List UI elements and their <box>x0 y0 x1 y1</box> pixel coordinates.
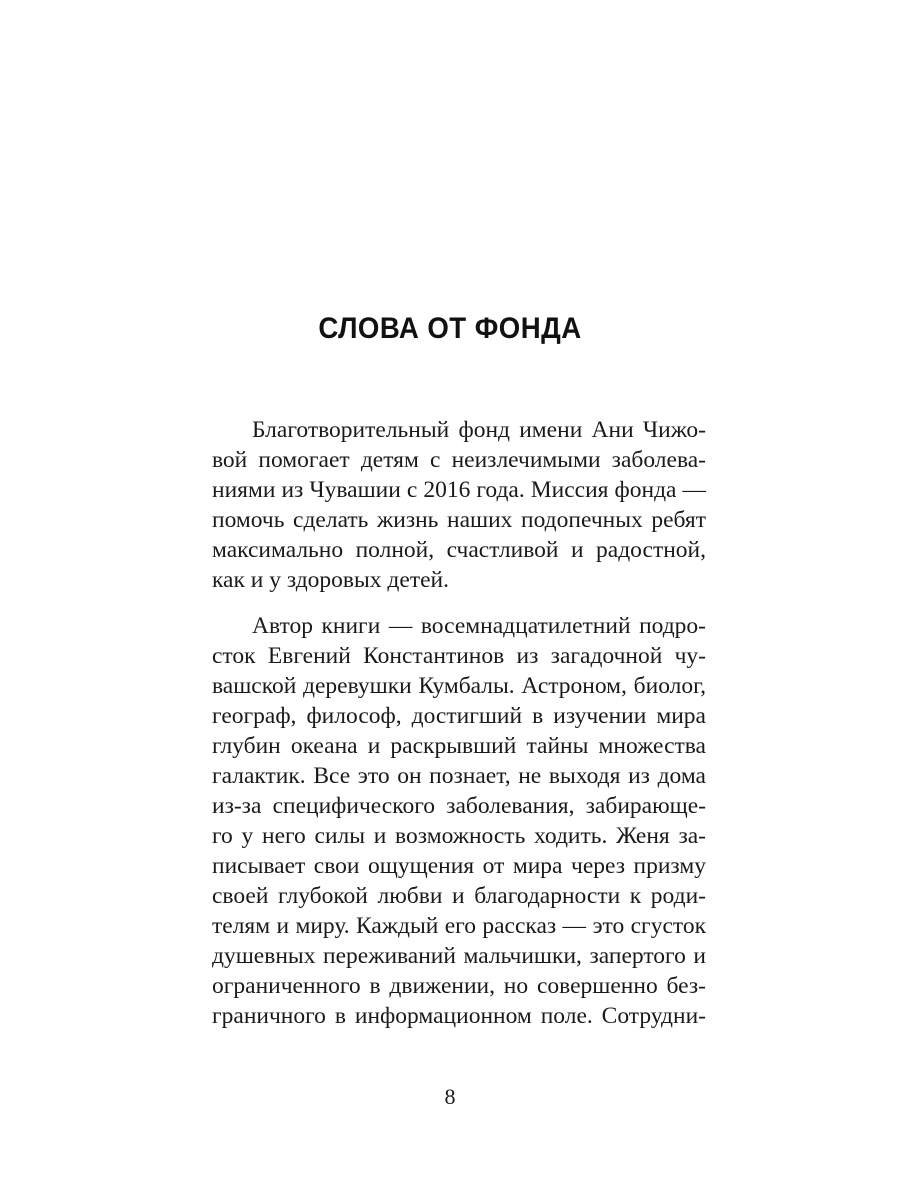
text-line: писывает свои ощущения от мира через призму <box>212 853 706 879</box>
text-line: душевных переживаний мальчишки, запертого и <box>212 943 706 969</box>
text-line: сток Евгений Константинов из загадочной чу- <box>212 643 706 669</box>
text-line: максимально полной, счастливой и радостной, <box>212 537 706 563</box>
text-line: вашской деревушки Кумбалы. Астроном, биолог, <box>212 673 706 699</box>
page-number: 8 <box>444 1084 456 1109</box>
text-line: го у него силы и возможность ходить. Женя за- <box>212 823 706 849</box>
paragraph-2 <box>212 611 706 1031</box>
text-line: вой помогает детям с неизлечимыми заболева- <box>212 447 706 473</box>
chapter-title: СЛОВА ОТ ФОНДА <box>318 312 582 345</box>
text-line: помочь сделать жизнь наших подопечных ребят <box>212 507 706 533</box>
text-line: своей глубокой любви и благодарности к роди- <box>212 883 706 909</box>
text-line: галактик. Все это он познает, не выходя из дома <box>212 763 706 789</box>
text-line: ограниченного в движении, но совершенно без- <box>212 973 706 999</box>
text-line: из-за специфического заболевания, забирающе- <box>212 793 706 819</box>
text-line: Автор книги — восемнадцатилетний подро- <box>252 613 706 639</box>
text-line: Благотворительный фонд имени Ани Чижо- <box>252 417 706 443</box>
text-line: географ, философ, достигший в изучении мира <box>212 703 706 729</box>
text-line: глубин океана и раскрывший тайны множества <box>212 733 706 759</box>
text-line: как и у здоровых детей. <box>212 567 449 593</box>
text-line: граничного в информационном поле. Сотрудни- <box>212 1003 706 1029</box>
text-line: телям и миру. Каждый его рассказ — это сгусток <box>212 913 706 939</box>
paragraph-1 <box>212 415 706 595</box>
text-line: ниями из Чувашии с 2016 года. Миссия фонда — <box>212 477 706 503</box>
